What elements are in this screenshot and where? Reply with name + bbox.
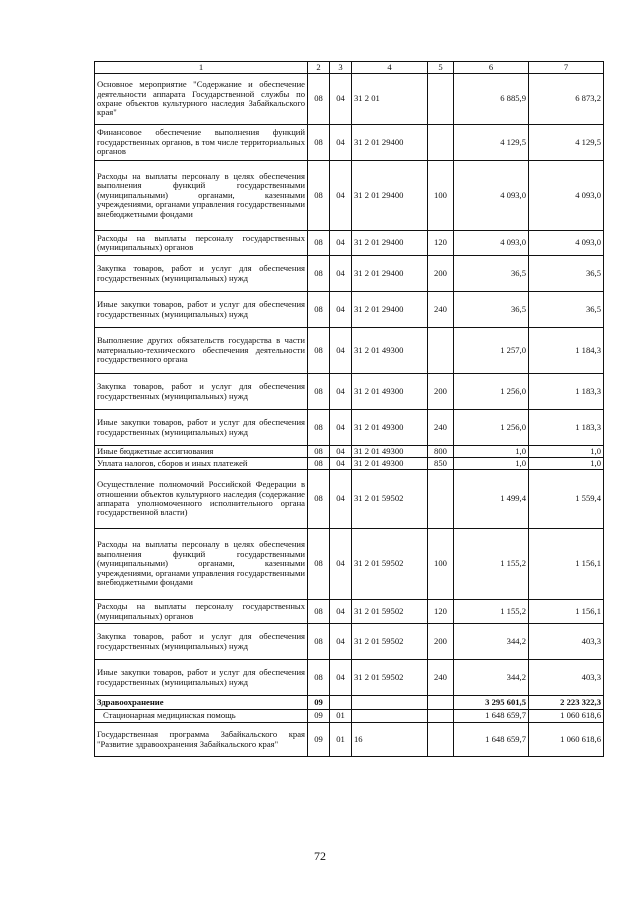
- expense-type-code: 120: [428, 600, 454, 624]
- expense-type-code: 200: [428, 624, 454, 660]
- section-code: 08: [308, 374, 330, 410]
- table-row: [95, 660, 604, 696]
- table-row: [95, 723, 604, 757]
- expense-type-code: [428, 696, 454, 710]
- row-description: Осуществление полномочий Российской Федерации в отношении объектов культурного наследия (содержание аппарата уполномоченного исполнительного органа государственной власти): [95, 470, 308, 529]
- amount-col7: 1 156,1: [529, 529, 604, 600]
- expense-type-code: [428, 125, 454, 161]
- row-description: Финансовое обеспечение выполнения функций государственных органов, в том числе территориальных органов: [95, 125, 308, 161]
- expense-type-code: [428, 328, 454, 374]
- amount-col7: 1 156,1: [529, 600, 604, 624]
- amount-col6: 3 295 601,5: [454, 696, 529, 710]
- subsection-code: 04: [330, 458, 352, 470]
- target-article-code: 31 2 01 29400: [352, 231, 428, 256]
- expense-type-code: 100: [428, 529, 454, 600]
- section-code: 08: [308, 292, 330, 328]
- table-row: [95, 600, 604, 624]
- row-description: Здравоохранение: [95, 696, 308, 710]
- target-article-code: 31 2 01 59502: [352, 470, 428, 529]
- amount-col6: 36,5: [454, 292, 529, 328]
- subsection-code: 04: [330, 74, 352, 125]
- amount-col6: 1 648 659,7: [454, 710, 529, 723]
- amount-col7: 36,5: [529, 256, 604, 292]
- page-number: 72: [314, 849, 326, 863]
- target-article-code: 31 2 01 59502: [352, 529, 428, 600]
- section-code: 08: [308, 328, 330, 374]
- expense-type-code: 240: [428, 410, 454, 446]
- amount-col7: 403,3: [529, 624, 604, 660]
- subsection-code: 04: [330, 292, 352, 328]
- table-row: [95, 328, 604, 374]
- row-description: Уплата налогов, сборов и иных платежей: [95, 458, 308, 470]
- amount-col6: 344,2: [454, 660, 529, 696]
- row-description: Государственная программа Забайкальского края "Развитие здравоохранения Забайкальского края": [95, 723, 308, 757]
- amount-col7: 4 093,0: [529, 231, 604, 256]
- table-row: [95, 161, 604, 231]
- budget-table: [94, 61, 604, 757]
- amount-col6: 6 885,9: [454, 74, 529, 125]
- target-article-code: 31 2 01 49300: [352, 328, 428, 374]
- column-header: 3: [330, 62, 352, 74]
- section-code: 08: [308, 458, 330, 470]
- table-row: [95, 231, 604, 256]
- table-row: [95, 410, 604, 446]
- column-header: 5: [428, 62, 454, 74]
- row-description: Основное мероприятие "Содержание и обеспечение деятельности аппарата Государственной службы по охране объектов культурного наследия Забайкальского края": [95, 74, 308, 125]
- table-row: [95, 256, 604, 292]
- amount-col6: 1 256,0: [454, 410, 529, 446]
- table-header-row: [95, 62, 604, 74]
- subsection-code: 04: [330, 256, 352, 292]
- amount-col7: 1 183,3: [529, 410, 604, 446]
- section-code: 08: [308, 624, 330, 660]
- column-header: 2: [308, 62, 330, 74]
- subsection-code: 04: [330, 328, 352, 374]
- table-row: [95, 458, 604, 470]
- table-row: [95, 529, 604, 600]
- section-code: 08: [308, 125, 330, 161]
- amount-col7: 1 060 618,6: [529, 723, 604, 757]
- subsection-code: 01: [330, 710, 352, 723]
- section-code: 09: [308, 710, 330, 723]
- subsection-code: 04: [330, 374, 352, 410]
- row-description: Стационарная медицинская помощь: [95, 710, 308, 723]
- row-description: Иные закупки товаров, работ и услуг для обеспечения государственных (муниципальных) нужд: [95, 660, 308, 696]
- expense-type-code: [428, 723, 454, 757]
- amount-col7: 4 093,0: [529, 161, 604, 231]
- subsection-code: 01: [330, 723, 352, 757]
- expense-type-code: 850: [428, 458, 454, 470]
- amount-col7: 2 223 322,3: [529, 696, 604, 710]
- section-code: 08: [308, 231, 330, 256]
- section-code: 08: [308, 529, 330, 600]
- target-article-code: 31 2 01 59502: [352, 600, 428, 624]
- subsection-code: 04: [330, 231, 352, 256]
- table-row: [95, 710, 604, 723]
- row-description: Иные закупки товаров, работ и услуг для обеспечения государственных (муниципальных) нужд: [95, 292, 308, 328]
- expense-type-code: [428, 470, 454, 529]
- table-row: [95, 446, 604, 458]
- table-row: [95, 292, 604, 328]
- expense-type-code: [428, 710, 454, 723]
- section-code: 09: [308, 723, 330, 757]
- subsection-code: 04: [330, 470, 352, 529]
- amount-col7: 1 184,3: [529, 328, 604, 374]
- subsection-code: 04: [330, 446, 352, 458]
- amount-col7: 36,5: [529, 292, 604, 328]
- amount-col6: 1,0: [454, 446, 529, 458]
- amount-col6: 344,2: [454, 624, 529, 660]
- amount-col6: 1,0: [454, 458, 529, 470]
- subsection-code: 04: [330, 410, 352, 446]
- row-description: Расходы на выплаты персоналу государственных (муниципальных) органов: [95, 600, 308, 624]
- amount-col7: 1,0: [529, 446, 604, 458]
- table-body: [95, 74, 604, 757]
- expense-type-code: 120: [428, 231, 454, 256]
- target-article-code: 31 2 01 49300: [352, 446, 428, 458]
- target-article-code: 31 2 01: [352, 74, 428, 125]
- target-article-code: 31 2 01 49300: [352, 410, 428, 446]
- expense-type-code: 240: [428, 292, 454, 328]
- amount-col6: 36,5: [454, 256, 529, 292]
- expense-type-code: 200: [428, 256, 454, 292]
- amount-col6: 1 257,0: [454, 328, 529, 374]
- target-article-code: [352, 696, 428, 710]
- amount-col6: 4 093,0: [454, 231, 529, 256]
- expense-type-code: 240: [428, 660, 454, 696]
- expense-type-code: 100: [428, 161, 454, 231]
- row-description: Расходы на выплаты персоналу в целях обеспечения выполнения функций государственными (муниципальными) органами, казенными учреждениями, органами управления государственными внебюджетными фондами: [95, 161, 308, 231]
- column-header: 6: [454, 62, 529, 74]
- target-article-code: 31 2 01 49300: [352, 374, 428, 410]
- amount-col6: 1 648 659,7: [454, 723, 529, 757]
- row-description: Закупка товаров, работ и услуг для обеспечения государственных (муниципальных) нужд: [95, 624, 308, 660]
- subsection-code: 04: [330, 624, 352, 660]
- target-article-code: 31 2 01 59502: [352, 660, 428, 696]
- amount-col6: 1 256,0: [454, 374, 529, 410]
- section-code: 08: [308, 74, 330, 125]
- row-description: Расходы на выплаты персоналу в целях обеспечения выполнения функций государственными (муниципальными) органами, казенными учреждениями, органами управления государственными внебюджетными фондами: [95, 529, 308, 600]
- section-code: 08: [308, 410, 330, 446]
- column-header: 4: [352, 62, 428, 74]
- row-description: Выполнение других обязательств государства в части материально-технического обеспечения деятельности государственного органа: [95, 328, 308, 374]
- amount-col7: 1,0: [529, 458, 604, 470]
- row-description: Расходы на выплаты персоналу государственных (муниципальных) органов: [95, 231, 308, 256]
- section-code: 08: [308, 161, 330, 231]
- column-header: 7: [529, 62, 604, 74]
- target-article-code: 31 2 01 29400: [352, 125, 428, 161]
- subsection-code: 04: [330, 660, 352, 696]
- target-article-code: 31 2 01 59502: [352, 624, 428, 660]
- column-header: 1: [95, 62, 308, 74]
- target-article-code: 31 2 01 49300: [352, 458, 428, 470]
- row-description: Закупка товаров, работ и услуг для обеспечения государственных (муниципальных) нужд: [95, 256, 308, 292]
- table-row: [95, 470, 604, 529]
- subsection-code: 04: [330, 529, 352, 600]
- subsection-code: 04: [330, 600, 352, 624]
- section-code: 09: [308, 696, 330, 710]
- table-row: [95, 696, 604, 710]
- table-row: [95, 74, 604, 125]
- target-article-code: 16: [352, 723, 428, 757]
- target-article-code: 31 2 01 29400: [352, 161, 428, 231]
- amount-col6: 1 155,2: [454, 529, 529, 600]
- subsection-code: 04: [330, 161, 352, 231]
- target-article-code: [352, 710, 428, 723]
- target-article-code: 31 2 01 29400: [352, 292, 428, 328]
- row-description: Иные бюджетные ассигнования: [95, 446, 308, 458]
- amount-col6: 4 129,5: [454, 125, 529, 161]
- section-code: 08: [308, 600, 330, 624]
- amount-col7: 1 060 618,6: [529, 710, 604, 723]
- amount-col6: 1 499,4: [454, 470, 529, 529]
- amount-col7: 4 129,5: [529, 125, 604, 161]
- section-code: 08: [308, 470, 330, 529]
- subsection-code: 04: [330, 125, 352, 161]
- section-code: 08: [308, 256, 330, 292]
- subsection-code: [330, 696, 352, 710]
- section-code: 08: [308, 446, 330, 458]
- row-description: Закупка товаров, работ и услуг для обеспечения государственных (муниципальных) нужд: [95, 374, 308, 410]
- table-row: [95, 125, 604, 161]
- row-description: Иные закупки товаров, работ и услуг для обеспечения государственных (муниципальных) нужд: [95, 410, 308, 446]
- table-row: [95, 374, 604, 410]
- amount-col7: 6 873,2: [529, 74, 604, 125]
- amount-col6: 4 093,0: [454, 161, 529, 231]
- amount-col6: 1 155,2: [454, 600, 529, 624]
- amount-col7: 403,3: [529, 660, 604, 696]
- expense-type-code: 200: [428, 374, 454, 410]
- expense-type-code: [428, 74, 454, 125]
- section-code: 08: [308, 660, 330, 696]
- table-row: [95, 624, 604, 660]
- expense-type-code: 800: [428, 446, 454, 458]
- amount-col7: 1 559,4: [529, 470, 604, 529]
- target-article-code: 31 2 01 29400: [352, 256, 428, 292]
- amount-col7: 1 183,3: [529, 374, 604, 410]
